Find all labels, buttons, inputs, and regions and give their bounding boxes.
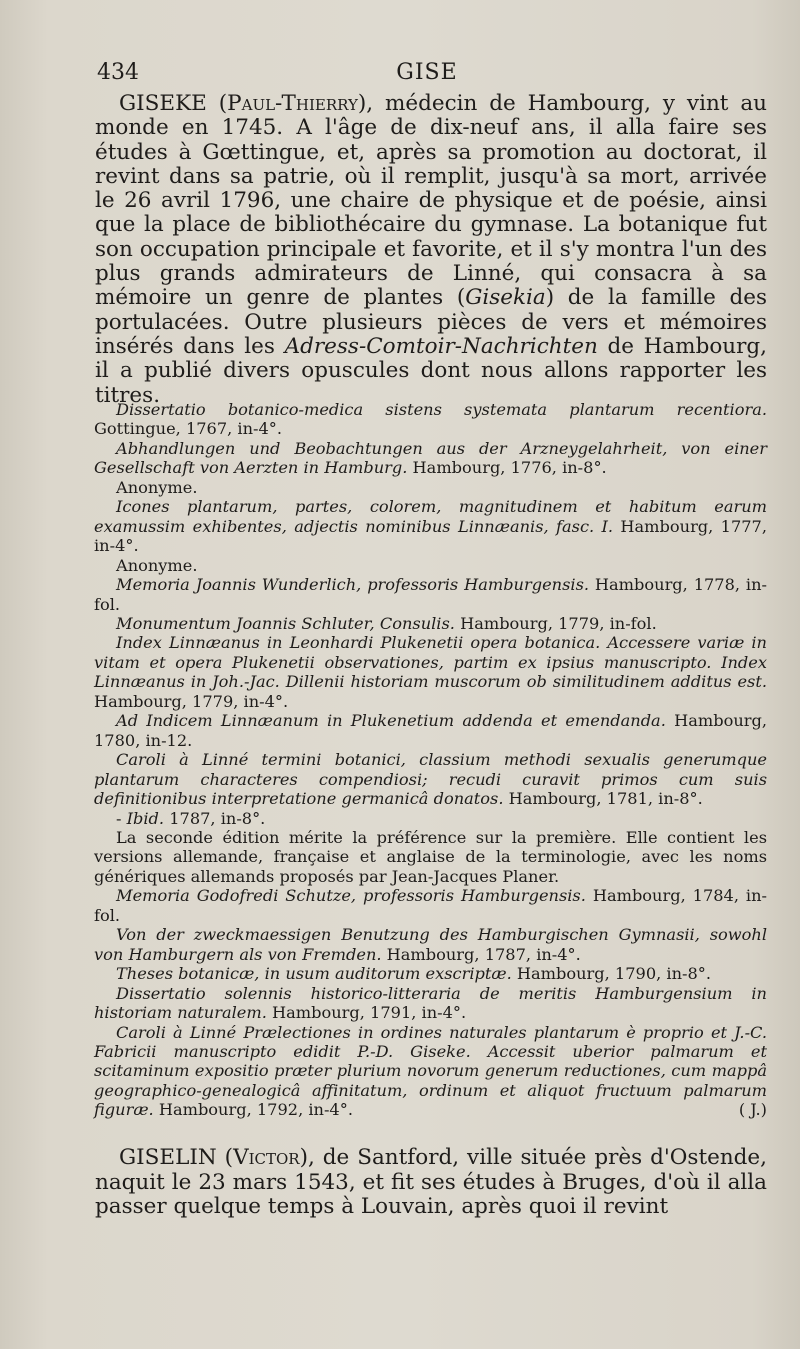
bib-note: Anonyme. xyxy=(116,555,198,575)
bib-entry: Theses botanicæ, in usum auditorum exscriptæ. Hambourg, 1790, in-8°. xyxy=(116,964,712,984)
bib-entry: Monumentum Joannis Schluter, Consulis. Hambourg, 1779, in-fol. xyxy=(116,613,657,633)
page-header xyxy=(97,60,757,90)
giselin-paragraph: GISELIN (Victor), de Santford, ville située près d'Ostende, naquit le 23 mars 1543, et fit ses études à Bruges, d'où il alla passer quelque temps à Louvain, après quoi il revint xyxy=(95,1145,767,1220)
bib-note: Anonyme. xyxy=(116,477,198,497)
entry-name: GISELIN xyxy=(119,1145,217,1170)
bib-entry: Icones plantarum, partes, colorem, magnitudinem et habitum earum examussim exhibentes, adjectis nominibus Linnæanis, fasc. I. Hambourg, 1777, in-4°. xyxy=(94,497,768,556)
bib-entry: - Ibid. 1787, in-8°. xyxy=(116,808,266,828)
article-giselin xyxy=(95,1146,767,1220)
entry-name: GISEKE xyxy=(119,91,207,116)
bib-entry: Von der zweckmaessigen Benutzung des Hamburgischen Gymnasii, sowohl von Hamburgern als von Fremden. Hambourg, 1787, in-4°. xyxy=(94,925,767,964)
entry-forename: Paul-Thierry xyxy=(227,91,358,116)
bibliography xyxy=(94,400,767,1120)
bib-entry: Abhandlungen und Beobachtungen aus der Arzneygelahrheit, von einer Gesellschaft von Aerzten in Hamburg. Hambourg, 1776, in-8°. xyxy=(94,438,767,478)
author-signature: ( J.) xyxy=(738,1100,767,1120)
bib-entry: Caroli à Linné Prælectiones in ordines naturales plantarum è proprio et J.-C. Fabricii manuscripto edidit P.-D. Giseke. Accessit uberior palmarum et scitaminum expositio præter plurium novorum generum reductiones, cum mappâ geographico-genealogicâ affinitatum, ordinum et aliquot fructuum palmarum figuræ. Hambourg, 1792, in-4°. ( J.) xyxy=(94,1022,767,1120)
bib-note: La seconde édition mérite la préférence sur la première. Elle contient les versions allemande, française et anglaise de la terminologie, avec les noms génériques allemands proposés par Jean-Jacques Planer. xyxy=(94,827,767,886)
article-giseke xyxy=(95,92,767,408)
page-number: 434 xyxy=(97,60,139,85)
entry-forename: Victor xyxy=(233,1145,300,1170)
bib-entry: Memoria Joannis Wunderlich, professoris Hamburgensis. Hambourg, 1778, in-fol. xyxy=(94,575,767,614)
bib-entry: Dissertatio solennis historico-litteraria de meritis Hamburgensium in historiam naturalem. Hambourg, 1791, in-4°. xyxy=(94,983,767,1023)
bib-entry: Ad Indicem Linnæanum in Plukenetium addenda et emendanda. Hambourg, 1780, in-12. xyxy=(94,711,767,750)
giseke-paragraph: GISEKE (Paul-Thierry), médecin de Hambourg, y vint au monde en 1745. A l'âge de dix-neuf ans, il alla faire ses études à Gœttingue, et, après sa promotion au doctorat, il revint dans sa patrie, où il remplit, jusqu'à sa mort, arrivée le 26 avril 1796, une chaire de physique et de poésie, ainsi que la place de bibliothécaire du gymnase. La botanique fut son occupation principale et favorite, et il s'y montra l'un des plus grands admirateurs de Linné, qui consacra à sa mémoire un genre de plantes (Gisekia) de la famille des portulacées. Outre plusieurs pièces de vers et mémoires insérés dans les Adress-Comtoir-Nachrichten de Hambourg, il a publié divers opuscules dont nous allons rapporter les titres. xyxy=(95,91,767,408)
bib-entry: Caroli à Linné termini botanici, classium methodi sexualis generumque plantarum characteres compendiosi; recudi curavit primos cum suis definitionibus interpretatione germanicâ donatos. Hambourg, 1781, in-8°. xyxy=(94,750,767,809)
bib-entry: Index Linnæanus in Leonhardi Plukenetii opera botanica. Accessere variæ in vitam et opera Plukenetii observationes, partim ex ipsius manuscripto. Index Linnæanus in Joh.-Jac. Dillenii historiam muscorum ob similitudinem additus est. Hambourg, 1779, in-4°. xyxy=(94,633,767,711)
running-head: GISE xyxy=(396,60,458,85)
bib-entry: Memoria Godofredi Schutze, professoris Hamburgensis. Hambourg, 1784, in-fol. xyxy=(94,886,767,925)
bib-entry: Dissertatio botanico-medica sistens systemata plantarum recentiora. Gottingue, 1767, in-4°. xyxy=(94,400,767,439)
journal-title: Adress-Comtoir-Nachrichten xyxy=(284,333,598,359)
genus-name: Gisekia xyxy=(465,285,546,311)
